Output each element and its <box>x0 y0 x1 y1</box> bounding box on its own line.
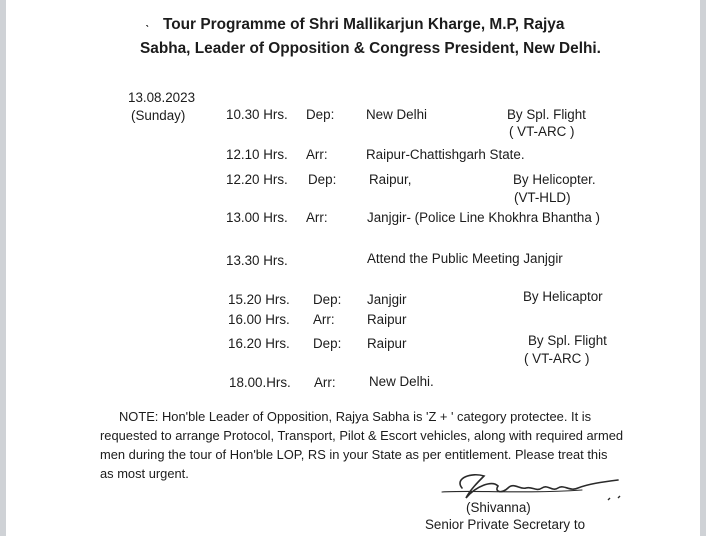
row-6-place: Janjgir <box>367 292 407 307</box>
row-3-mode: By Helicopter. <box>513 172 596 187</box>
schedule-date: 13.08.2023 <box>128 90 196 105</box>
row-9-place: New Delhi. <box>369 374 434 389</box>
header-line-2: Sabha, Leader of Opposition & Congress President, New Delhi. <box>140 40 601 57</box>
row-5-place: Attend the Public Meeting Janjgir <box>367 251 563 266</box>
header-mark: ˋ <box>145 22 150 38</box>
row-3-time: 12.20 Hrs. <box>226 172 288 187</box>
row-3-type: Dep: <box>308 172 337 187</box>
row-9-time: 18.00.Hrs. <box>229 375 291 390</box>
row-4-type: Arr: <box>306 210 328 225</box>
row-8-type: Dep: <box>313 336 342 351</box>
note-line-3: men during the tour of Hon'ble LOP, RS in your State as per entitlement. Please treat this <box>100 447 608 462</box>
scan-right-edge <box>700 0 706 536</box>
schedule-day: (Sunday) <box>131 108 186 123</box>
row-6-time: 15.20 Hrs. <box>228 292 290 307</box>
row-1-mode-detail: ( VT-ARC ) <box>509 124 575 139</box>
row-8-mode-detail: ( VT-ARC ) <box>524 351 590 366</box>
row-9-type: Arr: <box>314 375 336 390</box>
handwritten-signature <box>432 468 652 508</box>
header-line-1: Tour Programme of Shri Mallikarjun Kharge, M.P, Rajya <box>163 16 565 33</box>
note-line-1: NOTE: Hon'ble Leader of Opposition, Rajya Sabha is 'Z + ' category protectee. It is <box>119 409 592 424</box>
row-4-place: Janjgir- (Police Line Khokhra Bhantha ) <box>367 210 600 225</box>
row-7-type: Arr: <box>313 312 335 327</box>
row-7-time: 16.00 Hrs. <box>228 312 290 327</box>
row-3-place: Raipur, <box>369 172 412 187</box>
row-1-time: 10.30 Hrs. <box>226 107 288 122</box>
row-8-place: Raipur <box>367 336 407 351</box>
row-2-type: Arr: <box>306 147 328 162</box>
note-line-2: requested to arrange Protocol, Transport, Pilot & Escort vehicles, along with required armed <box>100 428 624 443</box>
signatory-designation: Senior Private Secretary to <box>425 517 586 532</box>
row-1-place: New Delhi <box>366 107 428 122</box>
row-2-place: Raipur-Chattishgarh State. <box>366 147 525 162</box>
row-1-mode: By Spl. Flight <box>507 107 586 122</box>
row-7-place: Raipur <box>367 312 407 327</box>
row-2-time: 12.10 Hrs. <box>226 147 288 162</box>
row-6-mode: By Helicaptor <box>523 289 603 304</box>
row-3-mode-detail: (VT-HLD) <box>514 190 571 205</box>
row-8-mode: By Spl. Flight <box>528 333 607 348</box>
signatory-name: (Shivanna) <box>466 500 531 515</box>
row-1-type: Dep: <box>306 107 335 122</box>
row-4-time: 13.00 Hrs. <box>226 210 288 225</box>
note-line-4: as most urgent. <box>100 466 189 481</box>
row-5-time: 13.30 Hrs. <box>226 253 288 268</box>
row-6-type: Dep: <box>313 292 342 307</box>
row-8-time: 16.20 Hrs. <box>228 336 290 351</box>
